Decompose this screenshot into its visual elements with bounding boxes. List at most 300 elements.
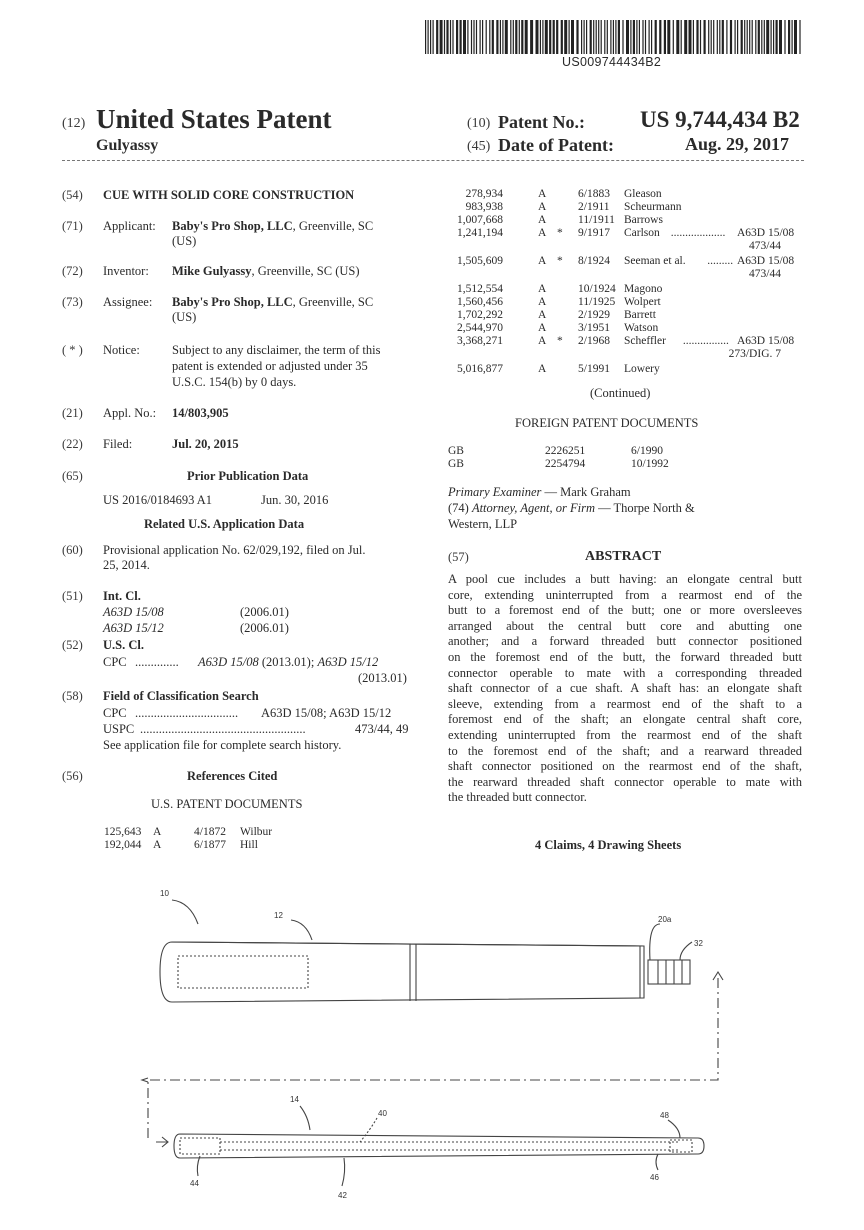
reference-number: 1,512,554 (457, 283, 503, 295)
shaft-connector (180, 1138, 220, 1154)
barcode-bar (704, 20, 706, 54)
inventor-surname: Gulyassy (96, 137, 159, 154)
label-48: 48 (660, 1111, 669, 1120)
code-45: (45) (467, 139, 491, 154)
barcode-bar (722, 20, 724, 54)
barcode-bar (596, 20, 597, 54)
reference-date: 9/1917 (578, 227, 610, 239)
reference-kind: A (538, 309, 547, 321)
barcode-bar (717, 20, 718, 54)
barcode-bar (598, 20, 599, 54)
barcode-bar (766, 20, 769, 54)
leader-10 (172, 900, 198, 924)
barcode-bar (473, 20, 474, 54)
reference-kind: A (538, 227, 547, 239)
inventor-name: Mike Gulyassy (172, 264, 252, 278)
reference-number: 192,044 (104, 839, 142, 851)
reference-name: Barrett (624, 309, 656, 321)
barcode-bar (726, 20, 727, 54)
abstract-line: another; and a forward threaded butt connector positioned (448, 634, 802, 649)
abstract-line: shaft connector of a cue shaft. A shaft has: an elongate shaft (448, 681, 802, 696)
reference-row-continuation (430, 268, 810, 281)
label-12: 12 (274, 911, 283, 920)
barcode-bar (639, 20, 640, 54)
barcode-bar (788, 20, 790, 54)
field-56-code: (56) (62, 769, 83, 783)
reference-date: 3/1951 (578, 322, 610, 334)
field-52-code: (52) (62, 638, 83, 652)
barcode-bar (755, 20, 756, 54)
reference-row (0, 839, 380, 852)
reference-name: Barrows (624, 214, 663, 226)
barcode (425, 20, 803, 54)
field-22-code: (22) (62, 437, 83, 451)
label-14: 14 (290, 1095, 299, 1104)
reference-dots: ................... (670, 227, 726, 239)
barcode-bar (519, 20, 520, 54)
leader-40 (360, 1118, 377, 1142)
reference-date: 2/1911 (578, 201, 610, 213)
abstract-line: on the foremost end of the butt, the forward threaded butt (448, 649, 802, 664)
barcode-bar (467, 20, 468, 54)
assignee-label: Assignee: (103, 295, 153, 309)
barcode-bar (440, 20, 443, 54)
barcode-bar (741, 20, 743, 54)
barcode-bar (744, 20, 745, 54)
barcode-bar (642, 20, 643, 54)
invention-title: CUE WITH SOLID CORE CONSTRUCTION (103, 188, 355, 202)
foreign-number: 2254794 (545, 458, 586, 470)
reference-number: 1,505,609 (457, 255, 503, 267)
leader-12 (291, 920, 312, 940)
reference-number: 5,016,877 (457, 363, 503, 375)
label-32: 32 (694, 939, 703, 948)
abstract-line: extending uninterrupted from the rearmost end of the shaft (448, 727, 802, 742)
assignee-country: (US) (172, 310, 197, 324)
label-42: 42 (338, 1191, 347, 1200)
barcode-bar (450, 20, 451, 54)
label-40: 40 (378, 1109, 387, 1118)
reference-kind: A (538, 188, 547, 200)
search-history-note: See application file for complete search history. (103, 738, 342, 752)
abstract-code: (57) (448, 550, 469, 564)
barcode-bar (761, 20, 762, 54)
barcode-bar (659, 20, 661, 54)
barcode-bar (525, 20, 528, 54)
barcode-bar (622, 20, 623, 54)
reference-date: 6/1877 (194, 839, 226, 851)
reference-date: 10/1924 (578, 283, 616, 295)
barcode-bar (626, 20, 629, 54)
barcode-bar (676, 20, 679, 54)
abstract-line: to the foremost end of the shaft; and a rearward threaded (448, 743, 802, 758)
abstract-line: shaft connector positioned on the rearmost end of the shaft, (448, 759, 802, 774)
barcode-bar (636, 20, 637, 54)
attorney-name-2: Western, LLP (448, 517, 518, 531)
search-uspc-value: 473/44, 49 (355, 722, 409, 736)
barcode-bar (610, 20, 611, 54)
search-cpc-dots: ................................. (135, 706, 239, 720)
reference-date: 8/1924 (578, 255, 610, 267)
reference-row (430, 227, 810, 240)
foreign-country: GB (448, 458, 464, 470)
reference-row (0, 826, 380, 839)
barcode-bar (500, 20, 501, 54)
reference-name: Wilbur (240, 826, 273, 838)
barcode-bar (480, 20, 481, 54)
label-20a: 20a (658, 915, 672, 924)
barcode-bar (556, 20, 558, 54)
barcode-bar (489, 20, 490, 54)
cue-drawing (120, 880, 740, 1210)
barcode-bar (463, 20, 466, 54)
reference-number: 983,938 (465, 201, 503, 213)
classification-search-label: Field of Classification Search (103, 689, 259, 703)
reference-name: Gleason (624, 188, 662, 200)
field-60-code: (60) (62, 543, 83, 557)
reference-date: 4/1872 (194, 826, 226, 838)
barcode-bar (513, 20, 514, 54)
primary-examiner (448, 485, 631, 500)
foreign-country: GB (448, 445, 464, 457)
patent-number: US 9,744,434 B2 (640, 107, 800, 132)
reference-date: 11/1911 (578, 214, 615, 226)
reference-name: Magono (624, 283, 663, 295)
label-44: 44 (190, 1179, 199, 1188)
field-65-code: (65) (62, 469, 83, 483)
filed-date: Jul. 20, 2015 (172, 437, 239, 451)
barcode-bar (784, 20, 785, 54)
continued-note: (Continued) (590, 386, 651, 400)
field-51-code: (51) (62, 589, 83, 603)
search-uspc-label: USPC (103, 722, 135, 736)
notice-label: Notice: (103, 343, 140, 357)
barcode-bar (492, 20, 494, 54)
reference-row (430, 309, 810, 322)
barcode-bar (444, 20, 445, 54)
barcode-bar (564, 20, 567, 54)
us-cl-1-date: (2013.01); (261, 655, 315, 669)
reference-date: 11/1925 (578, 296, 616, 308)
barcode-bar (446, 20, 448, 54)
reference-kind: A (153, 826, 162, 838)
leader-20a (650, 924, 660, 960)
us-cl-2: A63D 15/12 (317, 655, 379, 669)
barcode-bar (436, 20, 438, 54)
int-cl-2-date: (2006.01) (240, 621, 289, 635)
barcode-bar (618, 20, 620, 54)
foreign-date: 10/1992 (631, 458, 669, 470)
barcode-bar (460, 20, 462, 54)
leader-46 (656, 1154, 658, 1170)
reference-name: Seeman et al. (624, 255, 686, 267)
barcode-bar (613, 20, 614, 54)
reference-name: Scheurmann (624, 201, 682, 213)
cue-shaft-outline (174, 1134, 704, 1158)
field-71-code: (71) (62, 219, 83, 233)
applicant (172, 219, 373, 234)
leader-42 (342, 1158, 345, 1186)
reference-kind: A (538, 363, 547, 375)
field-73-code: (73) (62, 295, 83, 309)
reference-kind: A (538, 296, 547, 308)
field-72-code: (72) (62, 264, 83, 278)
field-58-code: (58) (62, 689, 83, 703)
barcode-bar (708, 20, 709, 54)
barcode-bar (799, 20, 800, 54)
reference-name: Watson (624, 322, 659, 334)
attorney-label: Attorney, Agent, or Firm (471, 501, 595, 515)
barcode-bar (569, 20, 570, 54)
barcode-bar (771, 20, 772, 54)
reference-kind: A (538, 335, 547, 347)
barcode-bar (425, 20, 426, 54)
barcode-bar (633, 20, 635, 54)
reference-number: 1,702,292 (457, 309, 503, 321)
notice-line-3: U.S.C. 154(b) by 0 days. (172, 375, 297, 389)
barcode-bar (505, 20, 508, 54)
barcode-bar (651, 20, 652, 54)
reference-class-secondary: 473/44 (749, 268, 781, 280)
assembly-arrow-left (142, 1078, 148, 1082)
reference-row (430, 363, 810, 376)
barcode-bar (549, 20, 551, 54)
barcode-bar (590, 20, 592, 54)
barcode-bar (471, 20, 472, 54)
reference-class: A63D 15/08 (737, 335, 795, 347)
reference-date: 6/1883 (578, 188, 610, 200)
barcode-bar (681, 20, 682, 54)
leader-14 (300, 1106, 310, 1130)
abstract-line: core, extending uninterrupted from a rearmost end of the (448, 587, 802, 602)
abstract-line: butt to a foremost end of the butt; one or more oversleeves (448, 603, 802, 618)
barcode-bar (561, 20, 563, 54)
reference-kind: A (538, 322, 547, 334)
barcode-bar (584, 20, 585, 54)
reference-number: 278,934 (465, 188, 503, 200)
reference-kind: A (538, 255, 547, 267)
barcode-bar (792, 20, 793, 54)
barcode-bar (749, 20, 750, 54)
barcode-text: US009744434B2 (562, 55, 662, 69)
barcode-bar (553, 20, 555, 54)
reference-kind: A (538, 214, 547, 226)
reference-class: A63D 15/08 (737, 255, 795, 267)
barcode-bar (593, 20, 594, 54)
reference-date: 2/1929 (578, 309, 610, 321)
int-cl-label: Int. Cl. (103, 589, 141, 603)
inventor (172, 264, 360, 279)
reference-number: 1,560,456 (457, 296, 503, 308)
attorney-code: (74) (448, 501, 469, 515)
reference-number: 125,643 (104, 826, 142, 838)
barcode-bar (730, 20, 732, 54)
barcode-bar (482, 20, 483, 54)
patent-title: United States Patent (96, 104, 332, 134)
reference-row-continuation (430, 348, 810, 361)
reference-date: 2/1968 (578, 335, 610, 347)
reference-cited-by-examiner: * (557, 255, 563, 267)
barcode-bar (452, 20, 453, 54)
barcode-bar (776, 20, 778, 54)
barcode-bar (689, 20, 692, 54)
reference-number: 1,241,194 (457, 227, 503, 239)
reference-number: 2,544,970 (457, 322, 503, 334)
label-10: 10 (160, 889, 169, 898)
code-10: (10) (467, 116, 491, 131)
barcode-bar (601, 20, 602, 54)
related-application-heading: Related U.S. Application Data (144, 517, 305, 531)
reference-date: 5/1991 (578, 363, 610, 375)
reference-number: 3,368,271 (457, 335, 503, 347)
reference-name: Wolpert (624, 296, 661, 308)
foreign-date: 6/1990 (631, 445, 663, 457)
barcode-bar (700, 20, 701, 54)
barcode-bar (615, 20, 616, 54)
notice-line-2: patent is extended or adjusted under 35 (172, 359, 368, 373)
reference-name: Carlson (624, 227, 660, 239)
barcode-bar (711, 20, 712, 54)
right-references-list (430, 188, 830, 388)
reference-row (430, 214, 810, 227)
assignee-name: Baby's Pro Shop, LLC (172, 295, 293, 309)
prior-publication-date: Jun. 30, 2016 (261, 493, 329, 507)
cue-butt-outline (160, 942, 644, 1002)
foreign-patent-heading: FOREIGN PATENT DOCUMENTS (515, 416, 699, 430)
attorney-name: — Thorpe North & (598, 501, 695, 515)
reference-dots: ................ (682, 335, 729, 347)
barcode-bar (747, 20, 748, 54)
barcode-bar (773, 20, 774, 54)
inventor-label: Inventor: (103, 264, 149, 278)
notice-code: ( * ) (62, 343, 83, 357)
foreign-number: 2226251 (545, 445, 586, 457)
reference-row (430, 255, 810, 268)
barcode-bar (486, 20, 487, 54)
barcode-bar (607, 20, 608, 54)
reference-dots: ......... (707, 255, 734, 267)
barcode-bar (719, 20, 720, 54)
us-cl-dots: .............. (135, 655, 179, 669)
reference-kind: A (538, 201, 547, 213)
barcode-bar (630, 20, 631, 54)
reference-name: Hill (240, 839, 258, 851)
barcode-bar (521, 20, 523, 54)
references-cited-heading: References Cited (187, 769, 278, 783)
int-cl-1-date: (2006.01) (240, 605, 289, 619)
date-of-patent-label: Date of Patent: (498, 135, 614, 155)
barcode-bar (752, 20, 753, 54)
barcode-bar (502, 20, 503, 54)
header-divider (62, 160, 804, 161)
assignee (172, 295, 373, 310)
us-patent-documents-heading: U.S. PATENT DOCUMENTS (151, 797, 303, 811)
examiner-name: — Mark Graham (544, 485, 631, 499)
abstract-line: arranged about the central butt core and abutting one (448, 618, 802, 633)
abstract-body (448, 572, 802, 806)
applicant-country: (US) (172, 234, 197, 248)
barcode-bar (604, 20, 605, 54)
code-12: (12) (62, 116, 86, 131)
barcode-bar (510, 20, 511, 54)
notice-line-1: Subject to any disclaimer, the term of this (172, 343, 381, 357)
reference-class-secondary: 473/44 (749, 240, 781, 252)
barcode-bar (576, 20, 578, 54)
reference-kind: A (153, 839, 162, 851)
applicant-name: Baby's Pro Shop, LLC (172, 219, 293, 233)
examiner-label: Primary Examiner (448, 485, 542, 499)
us-cl-1: A63D 15/08 (198, 655, 259, 669)
int-cl-1: A63D 15/08 (103, 605, 164, 619)
reference-kind: A (538, 283, 547, 295)
us-cl-2-date: (2013.01) (358, 671, 407, 685)
reference-row (430, 322, 810, 335)
provisional-line-1: Provisional application No. 62/029,192, filed on Jul. (103, 543, 366, 557)
int-cl-2: A63D 15/12 (103, 621, 164, 635)
barcode-bar (673, 20, 674, 54)
barcode-bar (433, 20, 434, 54)
abstract-heading: ABSTRACT (585, 549, 662, 564)
barcode-bar (542, 20, 543, 54)
us-cl-cpc-label: CPC (103, 655, 127, 669)
inventor-location: , Greenville, SC (US) (251, 264, 360, 278)
abstract-line: A pool cue includes a butt having: an elongate central butt (448, 572, 802, 586)
barcode-bar (545, 20, 548, 54)
leader-44 (197, 1156, 200, 1176)
applicant-location: , Greenville, SC (292, 219, 374, 233)
field-54-code: (54) (62, 188, 83, 202)
patent-date: Aug. 29, 2017 (685, 134, 790, 154)
provisional-line-2: 25, 2014. (103, 558, 150, 572)
barcode-bar (530, 20, 533, 54)
reference-row (430, 201, 810, 214)
barcode-bar (655, 20, 657, 54)
abstract-line: the rearward threaded shaft connector operable to mate with (448, 774, 802, 789)
barcode-bar (735, 20, 736, 54)
reference-number: 1,007,668 (457, 214, 503, 226)
barcode-bar (779, 20, 782, 54)
abstract-line: the threaded butt connector. (448, 790, 587, 805)
barcode-bar (581, 20, 582, 54)
reference-name: Scheffler (624, 335, 666, 347)
barcode-bar (645, 20, 646, 54)
applicant-label: Applicant: (103, 219, 156, 233)
barcode-bar (684, 20, 687, 54)
barcode-bar (649, 20, 650, 54)
barcode-bar (737, 20, 738, 54)
abstract-line: sleeve, extending from a rearmost end of the shaft to a (448, 696, 802, 711)
assembly-path (148, 978, 718, 1142)
leader-48 (668, 1120, 680, 1138)
butt-connector (648, 960, 690, 984)
barcode-bar (515, 20, 517, 54)
barcode-bar (713, 20, 714, 54)
reference-cited-by-examiner: * (557, 335, 563, 347)
search-cpc-value: A63D 15/08; A63D 15/12 (261, 706, 392, 720)
left-references-list (0, 826, 432, 856)
barcode-bar (794, 20, 797, 54)
us-cl-values (198, 655, 378, 670)
reference-row (430, 188, 810, 201)
claims-summary: 4 Claims, 4 Drawing Sheets (535, 838, 682, 852)
field-21-code: (21) (62, 406, 83, 420)
reference-row (430, 296, 810, 309)
barcode-bar (764, 20, 765, 54)
prior-publication-heading: Prior Publication Data (187, 469, 309, 483)
search-uspc-dots: ..................................................... (140, 722, 306, 736)
abstract-line: foremost end of the shaft; an elongate central shaft core, (448, 712, 802, 727)
appl-no-label: Appl. No.: (103, 406, 157, 420)
